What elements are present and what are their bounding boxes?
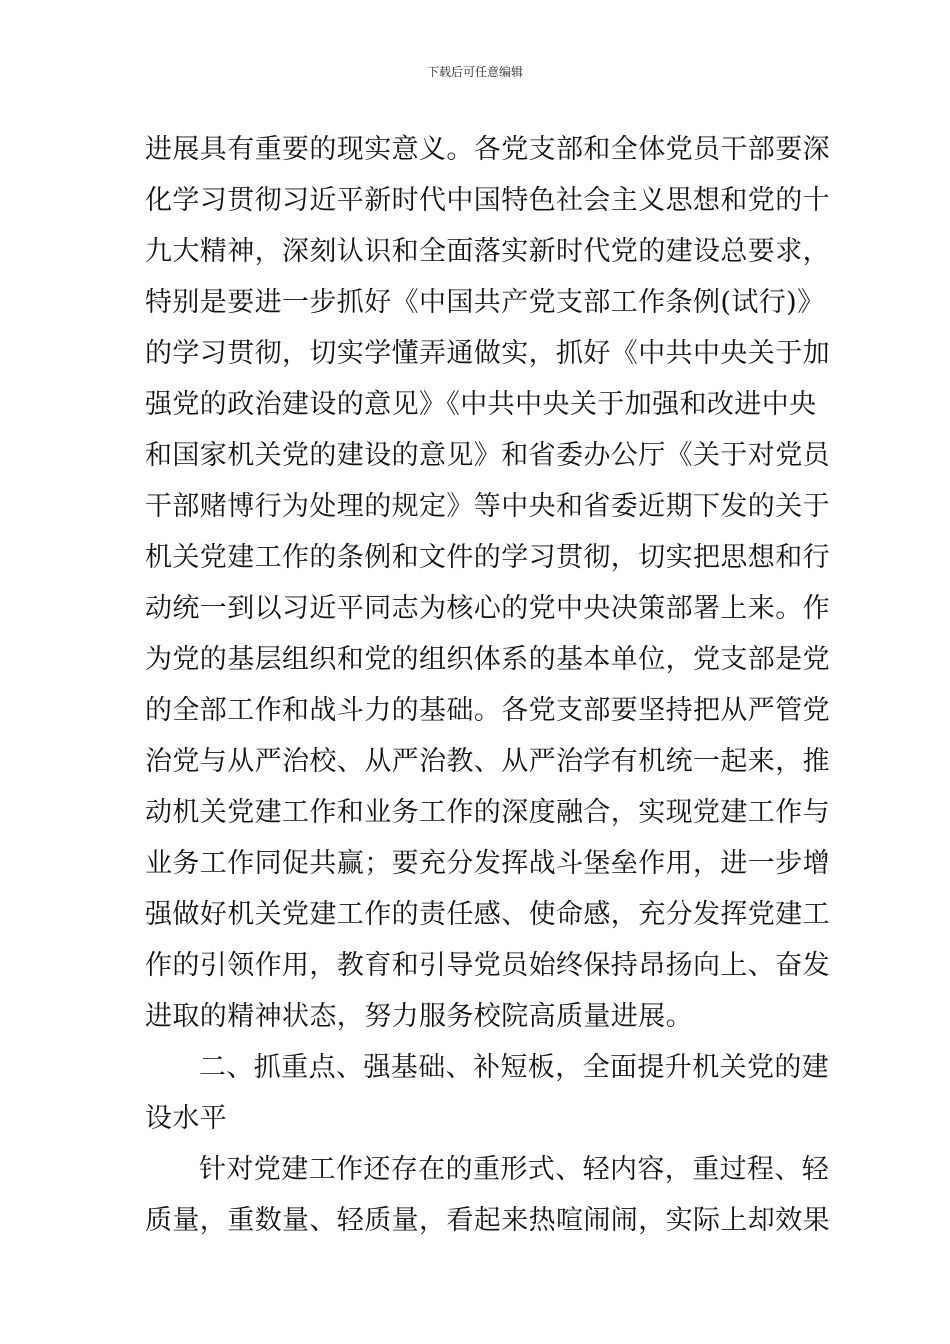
text-line: 治党与从严治校、从严治教、从严治学有机统一起来，推 [145,746,830,777]
text-line: 干部赌博行为处理的规定》等中央和省委近期下发的关于 [145,491,830,522]
text-line: 化学习贯彻习近平新时代中国特色社会主义思想和党的十 [145,185,830,216]
text-line: 进展具有重要的现实意义。各党支部和全体党员干部要深 [145,134,830,165]
section-heading: 二、抓重点、强基础、补短板，全面提升机关党的建 [199,1052,830,1083]
text-line: 业务工作同促共赢；要充分发挥战斗堡垒作用，进一步增 [145,848,830,879]
document-body [145,124,830,1246]
text-line: 九大精神，深刻认识和全面落实新时代党的建设总要求， [145,236,830,267]
text-line: 机关党建工作的条例和文件的学习贯彻，切实把思想和行 [145,542,830,573]
text-line: 动机关党建工作和业务工作的深度融合，实现党建工作与 [145,797,830,828]
text-line: 作的引领作用，教育和引导党员始终保持昂扬向上、奋发 [145,950,830,981]
paragraph-start: 针对党建工作还存在的重形式、轻内容，重过程、轻 [199,1154,830,1185]
page-header: 下载后可任意编辑 [426,65,523,79]
text-line: 进取的精神状态，努力服务校院高质量进展。 [145,1001,693,1032]
text-line: 为党的基层组织和党的组织体系的基本单位，党支部是党 [145,644,830,675]
text-line: 动统一到以习近平同志为核心的党中央决策部署上来。作 [145,593,830,624]
text-line: 强做好机关党建工作的责任感、使命感，充分发挥党建工 [145,899,830,930]
text-line: 的全部工作和战斗力的基础。各党支部要坚持把从严管党 [145,695,830,726]
section-heading-continued: 设水平 [145,1103,228,1134]
text-line: 的学习贯彻，切实学懂弄通做实，抓好《中共中央关于加 [145,338,830,369]
text-line: 和国家机关党的建设的意见》和省委办公厅《关于对党员 [145,440,830,471]
text-line: 特别是要进一步抓好《中国共产党支部工作条例(试行)》 [145,287,825,318]
text-line: 质量，重数量、轻质量，看起来热喧闹闹，实际上却效果 [145,1205,830,1236]
text-line: 强党的政治建设的意见》《中共中央关于加强和改进中央 [145,389,817,420]
